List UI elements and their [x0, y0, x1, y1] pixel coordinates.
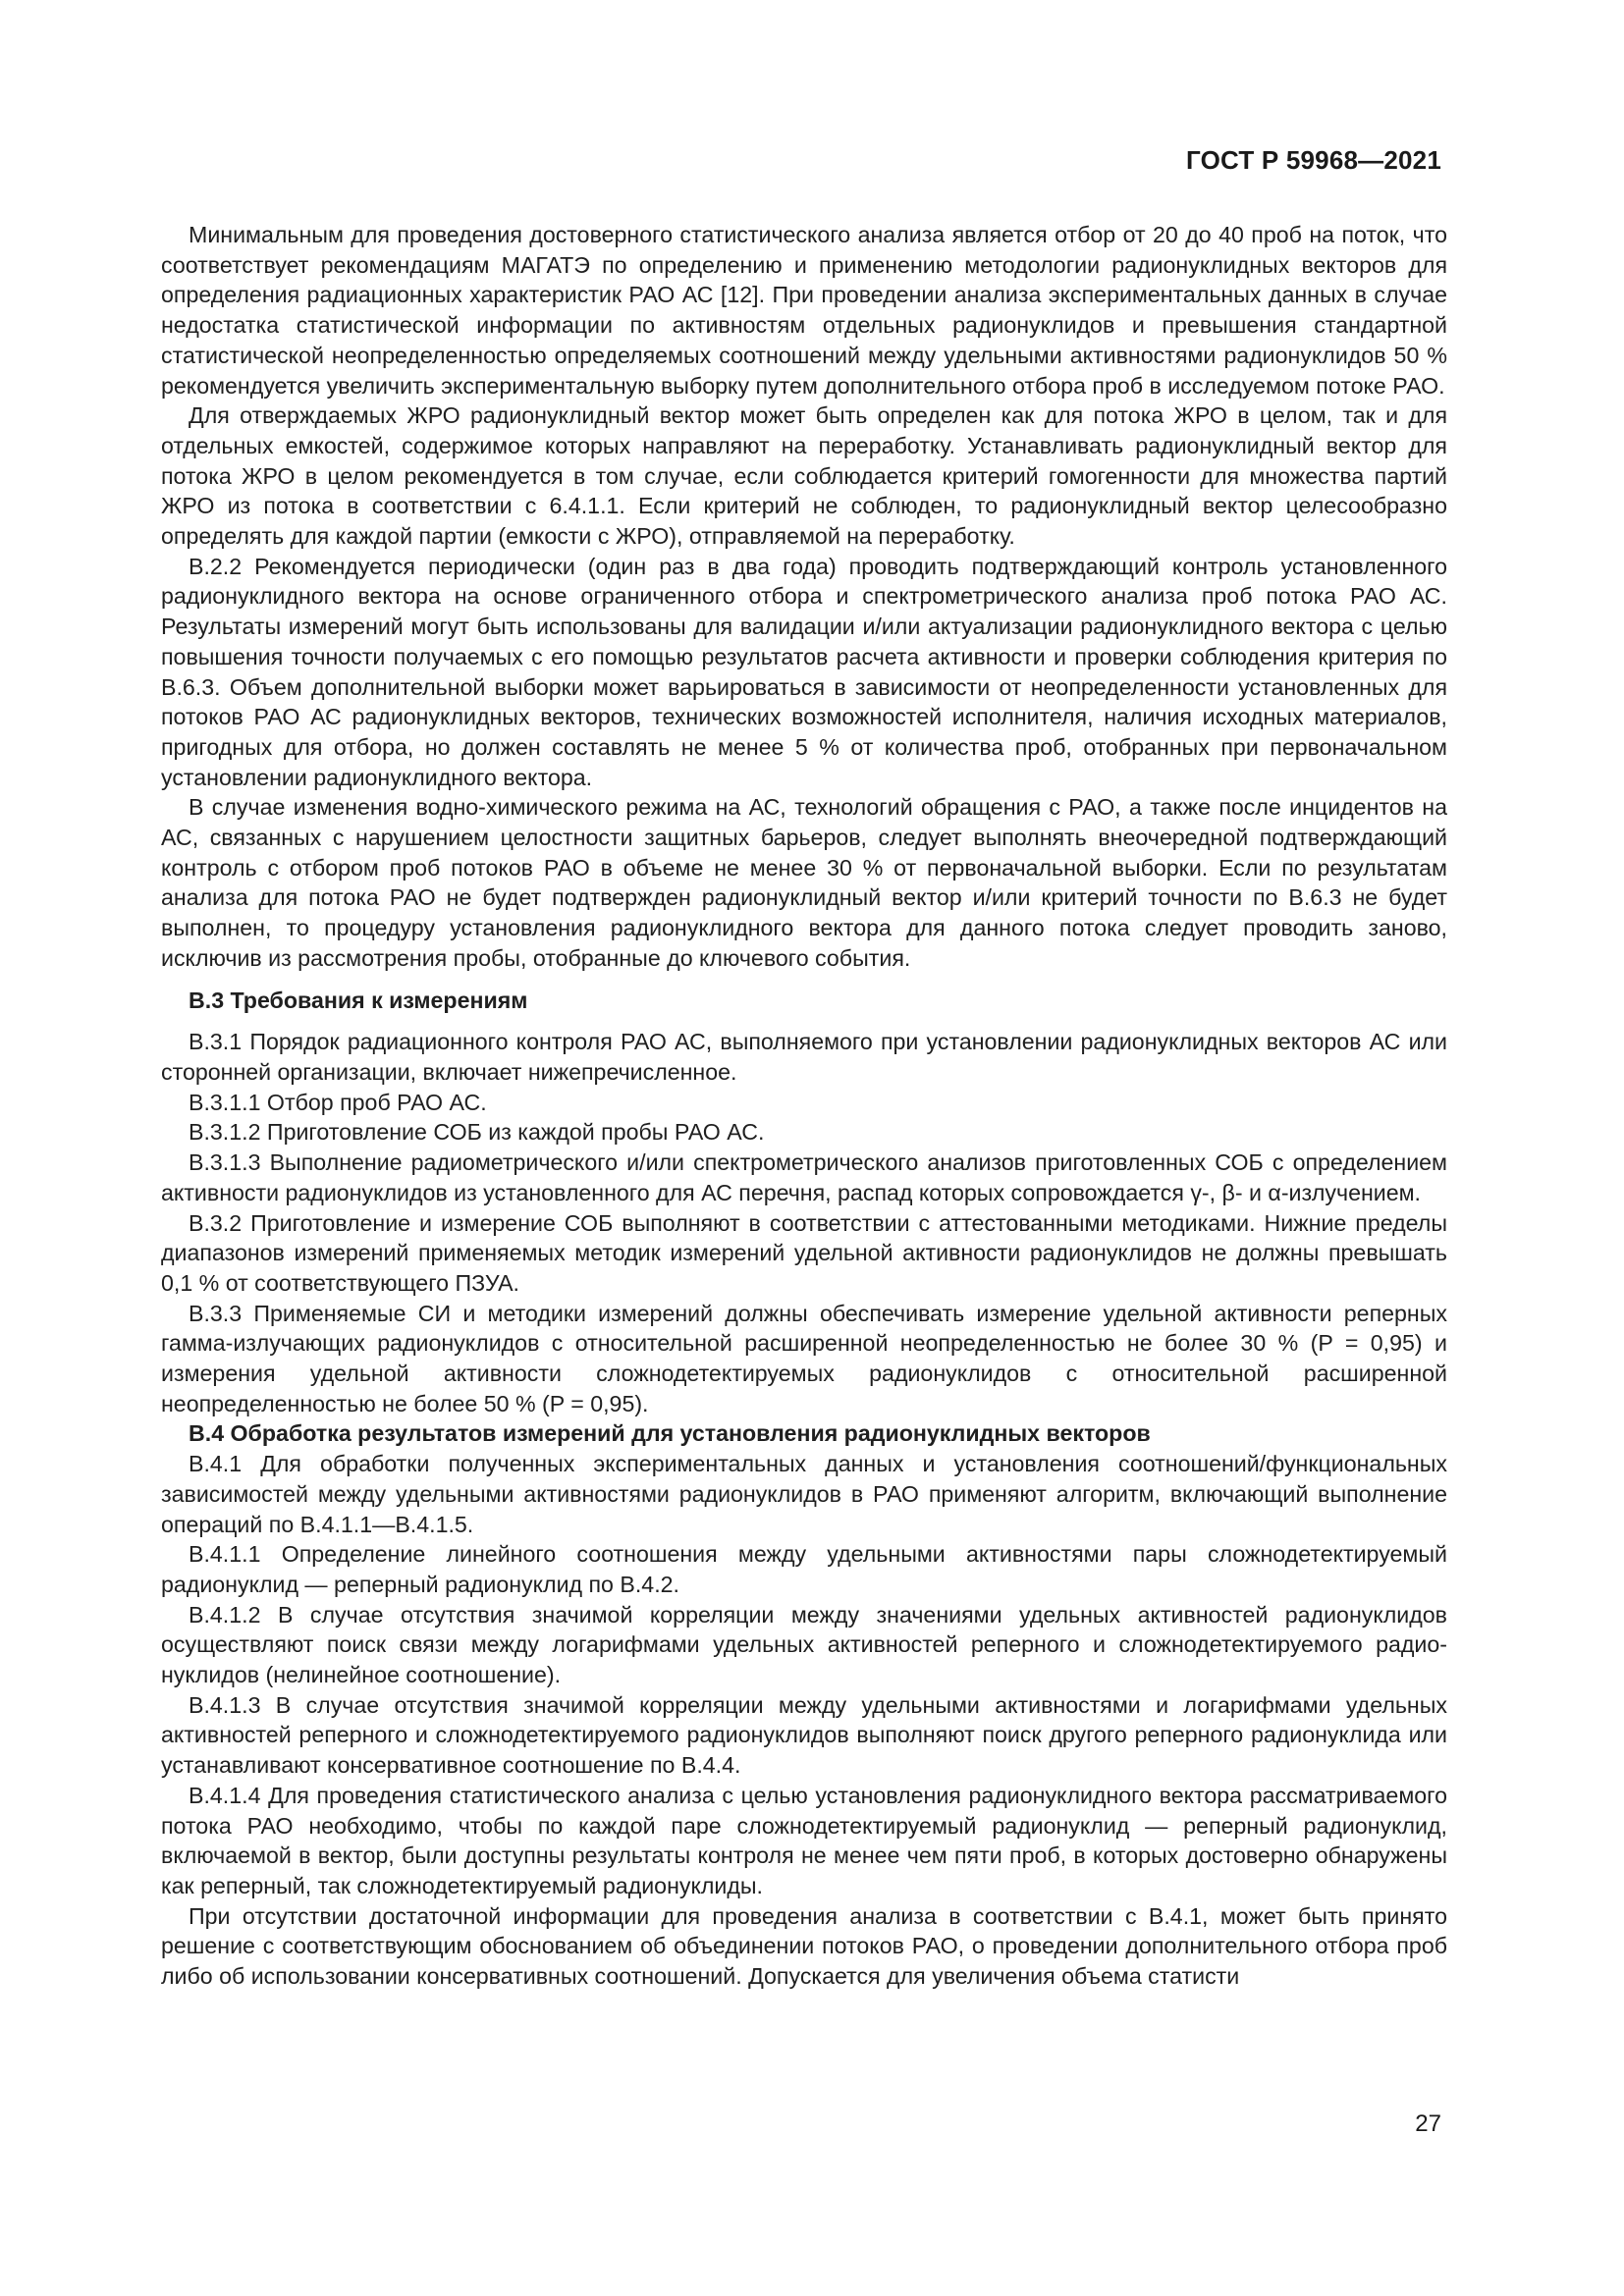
paragraph: В.3.2 Приготовление и измерение СОБ выполняют в соответствии с аттестованными методиками. Нижние пределы диапазонов измерений применяемых методик измерений удельной активности радионуклидов не должны превышать 0,1 % от соответствующего ПЗУА.	[161, 1209, 1447, 1296]
paragraph: В случае изменения водно-химического режима на АС, технологий обращения с РАО, а также после инцидентов на АС, связанных с нарушением целостности защитных барьеров, следует выполнять внеочередной подтверждающий контроль с отбором проб потоков РАО в объеме не менее 30 % от первоначальной выборки. Если по результатам анализа для потока РАО не будет подтвержден радионуклидный вектор и/или критерий точности по В.6.3 не будет выполнен, то процедуру установления радионуклидного вектора для данного потока следует проводить заново, исключив из рассмотрения пробы, отобранные до ключевого события.	[161, 794, 1447, 971]
paragraph: В.3.1.3 Выполнение радиометрического и/или спектрометрического анализов приготовленных СОБ с определением активности радионуклидов из установленного для АС перечня, распад которых сопровождается γ-, β- и α-излучением.	[161, 1149, 1447, 1205]
paragraph: Для отверждаемых ЖРО радионуклидный вектор может быть определен как для потока ЖРО в целом, так и для отдельных емкостей, содержимое которых направляют на переработку. Устанавливать радионуклидный вектор для потока ЖРО в целом рекомендуется в том случае, если соблюдается критерий гомогенности для множества партий ЖРО из потока в соответствии с 6.4.1.1. Если критерий не соблюден, то радионуклидный вектор целесообразно определять для каждой партии (емкости с ЖРО), отправляемой на переработку.	[161, 402, 1447, 550]
section-heading-b3: В.3 Требования к измерениям	[189, 987, 528, 1013]
document-header: ГОСТ Р 59968—2021	[1186, 145, 1441, 175]
section-heading-b4: В.4 Обработка результатов измерений для установления радионуклидных векторов	[189, 1420, 1151, 1447]
paragraph: Минимальным для проведения достоверного статистического анализа является отбор от 20 до 40 проб на поток, что соответствует рекомендациям МАГАТЭ по определению и применению методологии радионуклидных векторов для определения радиационных характеристик РАО АС [12]. При проведении анализа экспериментальных данных в случае недостатка статистической информации по активностям отдельных радионуклидов и превышения стандартной статистической неопределенностью определяемых соотношений между удельными активностями радионуклидов 50 % рекомендуется увеличить экспериментальную выборку путем дополнительного отбора проб в исследуемом потоке РАО.	[161, 222, 1447, 399]
paragraph: В.4.1.1 Определение линейного соотношения между удельными активностями пары сложнодетектируемый радионуклид — реперный радионуклид по В.4.2.	[161, 1541, 1447, 1597]
paragraph: В.4.1.3 В случае отсутствия значимой корреляции между удельными активностями и логарифмами удельных активностей реперного и сложнодетектируемого радионуклидов выполняют поиск другого реперного радионуклида или устанавливают консервативное соотношение по В.4.4.	[161, 1691, 1447, 1779]
paragraph: В.2.2 Рекомендуется периодически (один раз в два года) проводить подтверждающий контроль установленного радионуклидного вектора на основе ограниченного отбора и спектрометрического анализа проб потока РАО АС. Результаты измерений могут быть использованы для валидации и/или актуализации радионуклидного вектора с целью повышения точности получаемых с его помощью результатов расчета активности и проверки соблюдения критерия по В.6.3. Объем дополнительной выборки может варьироваться в зависимости от неопределенности установленных для потоков РАО АС радионуклидных векторов, технических возможностей исполнителя, наличия исходных материалов, пригодных для отбора, но должен составлять не менее 5 % от количества проб, отобранных при первоначальном установлении радионуклидного вектора.	[161, 553, 1447, 790]
document-body	[161, 220, 1447, 1992]
paragraph: В.3.1 Порядок радиационного контроля РАО АС, выполняемого при установлении радионуклидных векторов АС или сторонней организации, включает нижепречисленное.	[161, 1029, 1447, 1085]
paragraph: В.4.1 Для обработки полученных экспериментальных данных и установления соотношений/функциональных зависимостей между удельными активностями радионуклидов в РАО применяют алгоритм, включающий выполнение операций по В.4.1.1—В.4.1.5.	[161, 1451, 1447, 1537]
paragraph: В.4.1.4 Для проведения статистического анализа с целью установления радионуклидного вектора рассматриваемого потока РАО необходимо, чтобы по каждой паре сложнодетектируемый радионуклид — реперный радионуклид, включаемой в вектор, были доступны результаты контроля не менее чем пяти проб, в которых достоверно обнаружены как реперный, так сложнодетектируемый радионуклиды.	[161, 1782, 1447, 1898]
paragraph: В.3.1.2 Приготовление СОБ из каждой пробы РАО АС.	[189, 1119, 765, 1146]
paragraph: В.3.3 Применяемые СИ и методики измерений должны обеспечивать измерение удельной активности реперных гамма-излучающих радионуклидов с относительной расширенной неопределенностью не более 30 % (P = 0,95) и измерения удельной активности сложнодетектируемых радионуклидов с относительной расширенной неопределенностью не более 50 % (P = 0,95).	[161, 1300, 1447, 1416]
paragraph: В.3.1.1 Отбор проб РАО АС.	[189, 1089, 487, 1115]
paragraph: В.4.1.2 В случае отсутствия значимой корреляции между значениями удельных активностей радионуклидов осуществляют поиск связи между логарифмами удельных активностей реперного и сложнодетектируемого радионуклидов (нелинейное соотношение).	[161, 1601, 1447, 1688]
page-number: 27	[1415, 2110, 1441, 2137]
paragraph: При отсутствии достаточной информации для проведения анализа в соответствии с В.4.1, может быть принято решение с соответствующим обоснованием об объединении потоков РАО, о проведении дополнительного отбора проб либо об использовании консервативных соотношений. Допускается для увеличения объема статисти	[161, 1902, 1447, 1990]
